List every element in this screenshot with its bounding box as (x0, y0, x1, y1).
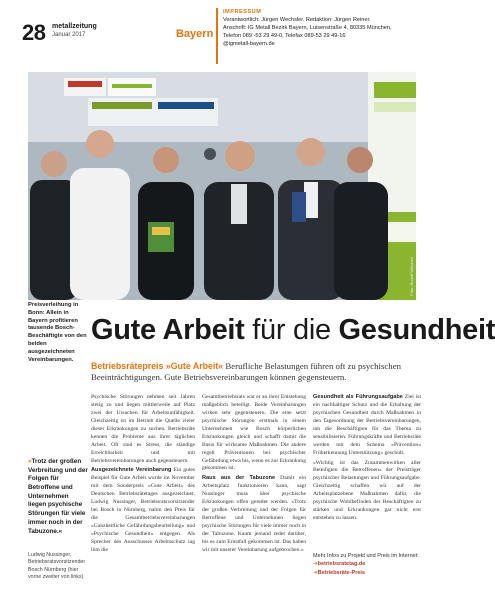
body-paragraph (313, 394, 421, 458)
quote-author (28, 552, 88, 582)
subheading: Gesundheit als Führungsaufgabe (313, 394, 403, 400)
region-label: Bayern (176, 28, 214, 40)
imprint-line: Telefon 089 -53 29 49-0, Telefax 089-53 29 49-16 (223, 33, 346, 40)
headline-part: Gesundheit (338, 314, 495, 346)
body-column-3 (313, 394, 421, 525)
arrow-icon: ➜ (313, 561, 318, 568)
subheading: Raus aus der Tabuzone (202, 475, 276, 482)
quote-author-role: Betriebsratsvorsitzender Bosch Nürnberg (hier vorne zweiter von links) (28, 559, 86, 581)
body-text: Damit ein Arbeitsplatz funktionieren kann, sagt Nussinger muss über psychische Erkrankungen offen geredet werden. »Trotz der großen Verbreitung und der Folgen für Betroffene und Unternehmen liegen psychische Störungen für viele immer noch in der Tabuzone. Kaum jemand redet darüber, bis es zum Ernstfall gekommen ist. Das haben wir mit unserer Vereinbarung aufgebrochen.« (202, 475, 306, 553)
issue-date: Januar 2017 (52, 32, 86, 38)
body-column-2 (202, 394, 306, 557)
photo-illustration (28, 72, 416, 300)
quote-text: Trotz der großen Verbreitung und der Folgen für Betroffene und Unternehmen liegen psychische Störungen für viele immer noch in der Tabuzone. (28, 458, 88, 535)
quote-open-mark: » (28, 458, 32, 465)
sublink-text: Betriebsräte-Preis (317, 569, 365, 576)
body-paragraph: Gesamtbetriebsrats war er an ihrer Entstehung maßgeblich beteiligt. Beide Vereinbarungen wirken sehr gegensteuern. Die eine setzt psychische Störungen erstmals in einem Unternehmen wie Bosch körperlichen Erkrankungen gleich und schafft damit die Basis für wirksame Maßnahmen. Die andere regelt Präventionen bei psychischer Gefährdung etwa bis, wenn es zur Erkrankung gekommen ist. (202, 394, 306, 472)
imprint-email: @igmetall-bayern.de (223, 41, 275, 48)
headline-part: für die (244, 314, 339, 346)
quote-close-mark: « (58, 527, 63, 535)
lead-text: Berufliche Belastungen führen oft zu psychischen Beeinträchtigungen. Gute Betriebsvereinbarungen können gegensteuern. (91, 361, 402, 383)
imprint-title: IMPRESSUM (223, 9, 262, 15)
more-info (313, 552, 421, 577)
more-info-text: Mehr Infos zu Projekt und Preis im Internet: (313, 553, 419, 559)
headline-part: Gute Arbeit (91, 314, 245, 346)
imprint (223, 8, 423, 49)
more-info-link[interactable] (313, 560, 421, 568)
arrow-icon: ➜ (313, 569, 318, 576)
photo-caption: Preisverleihung in Bonn: Allein in Bayern profitieren tausende Bosch-Beschäftigte von den beiden ausgezeichneten Vereinbarungen. (28, 302, 87, 363)
link-text: betriebsratetag.de (317, 561, 366, 568)
body-column-1 (91, 394, 195, 557)
article-photo (28, 72, 416, 300)
brand-name: metallzeitung (52, 23, 97, 30)
page-number: 28 (22, 20, 46, 45)
header-divider (216, 8, 218, 64)
more-info-sublink[interactable] (313, 569, 421, 577)
article-lead (91, 361, 421, 384)
body-paragraph (91, 467, 195, 554)
body-text: Ziel ist ein nachhaltiger Schutz und die Erhaltung der psychischen Gesundheit durch Maßnahmen in den Tagesordnung der Betriebsvereinbarungen, um die Beschäftigten für das Thema zu sensibilisieren. Führungskräfte und Betriebsräte werden mit dem Schema »Prävention« Früherkennung Unterstützung« geschult. (313, 394, 422, 456)
imprint-line: Verantwortlich: Jürgen Wechsler. Redaktion: Jürgen Reiner. (223, 17, 371, 24)
article-headline (91, 314, 495, 346)
body-paragraph: Psychische Störungen nehmen seit Jahren stetig zu und liegen mittlerweile auf Platz zwei der Ursachen für Arbeitsunfähigkeit. Gleichzeitig ist im Betrieb die Quelle vieler dieser Erkrankungen zu suchen. Betriebsräte kennen die Probleme aus ihrer täglichen Arbeit. Oft sind es Stress, die ständige Erreichbarkeit und mit Betriebsvereinbarungen auch gegensteuern. (91, 394, 195, 464)
pull-quote (28, 458, 88, 536)
lead-kicker: Betriebsrätepreis »Gute Arbeit« (91, 361, 224, 371)
body-text: Ein gutes Beispiel für Gute Arbeit wurde im November mit dem Sonderpreis »Gute Arbeit« des Deutschen Betriebsrätetages ausgezeichnet. Ludwig Nussinger, Betriebsratsvorsitzender bei Bosch in Nürnberg, nahm den Preis für die Gesamtbetriebsvereinbarungen »Ganzheitliche Gefährdungsbeurteilung« und »Psychische Gesundheit« entgegen. Als Sprecher des Ausschusses Arbeitsschutz lag ihm die (91, 467, 195, 553)
subheading: Ausgezeichnete Vereinbarung (91, 467, 172, 474)
body-paragraph (202, 475, 306, 554)
photo-credit: Foto: Rudolf Wiechert (409, 257, 414, 296)
page-header (0, 0, 437, 68)
body-paragraph: »Wichtig ist das Zusammenwirken aller Beteiligten die Betroffenen« der Preisträger psychischer Belastungen und Führungsaufgabe. Gleichzeitig schaffen wir auf der Arbeitsplatzebene Maßnahmen dafür, die psychische Wohlbefinden der Beschäftigten zu stärken und Erkrankungen gar nicht erst entstehen zu lassen. (313, 459, 421, 522)
quote-author-name: Ludwig Nussinger, (28, 552, 72, 558)
imprint-line: Anschrift: IG Metall Bezirk Bayern, Luisenstraße 4, 80335 München, (223, 25, 392, 32)
